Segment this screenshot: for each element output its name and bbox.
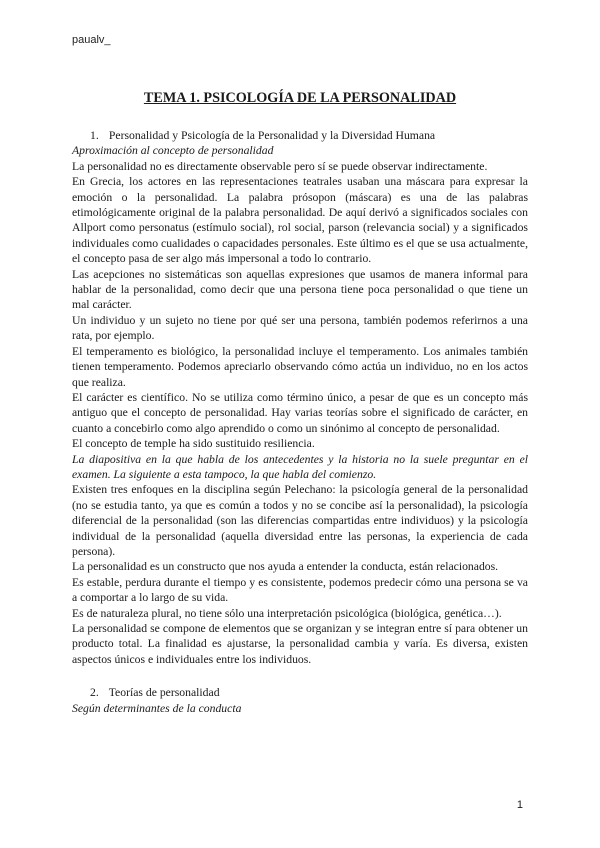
paragraph: Un individuo y un sujeto no tiene por qué ser una persona, también podemos referirnos a una rata, por ejemplo. <box>72 313 528 343</box>
section-1-title: Personalidad y Psicología de la Personalidad y la Diversidad Humana <box>108 129 436 142</box>
paragraph: El carácter es científico. No se utiliza como término único, a pesar de que es un concepto más antiguo que el concepto de personalidad. Hay varias teorías sobre el significado de carácter, en cuanto a concebirlo como algo aprendido o como un sinónimo al concepto de personalidad. <box>72 390 528 435</box>
section-1-subheading: Aproximación al concepto de personalidad <box>72 144 274 158</box>
exam-note: La diapositiva en la que habla de los antecedentes y la historia no la suele preguntar en el examen. La siguiente a esta tampoco, la que habla del comienzo. <box>72 452 528 481</box>
section-2-heading <box>72 685 528 700</box>
paragraph: Es de naturaleza plural, no tiene sólo una interpretación psicológica (biológica, genética…). <box>72 606 502 620</box>
paragraph: En Grecia, los actores en las representaciones teatrales usaban una máscara para expresar la emoción o la personalidad. La palabra prósopon (máscara) es una de las palabras etimológicamente original de la palabra personalidad. De aquí derivó a significados sociales con Allport como personatus (estímulo social), rol social, parson (relevancia social) y a significados individuales como cualidades o capacidades personales. Este último es el que se usa actualmente, el concepto pasa de ser algo más impersonal a todo lo contrario. <box>72 175 528 266</box>
paragraph: Es estable, perdura durante el tiempo y es consistente, podemos predecir cómo una persona se va a comportar a lo largo de su vida. <box>72 575 528 605</box>
page-number: 1 <box>516 799 523 811</box>
document-body <box>72 122 528 716</box>
section-2-subheading: Según determinantes de la conducta <box>72 701 242 715</box>
paragraph: Existen tres enfoques en la disciplina según Pelechano: la psicología general de la personalidad (no se estudia tanto, ya que es común a todos y no se concibe así la personalidad), la psicología diferencial de la personalidad (son las diferencias compartidas entre individuos) y la psicología individual de la personalidad (aquella diversidad entre las personas, la experiencia de cada persona). <box>72 483 528 558</box>
section-2-title: Teorías de personalidad <box>108 686 220 700</box>
section-1-heading <box>72 128 528 143</box>
section-2-number: 2. <box>90 686 99 700</box>
section-1-number: 1. <box>90 129 99 142</box>
paragraph: La personalidad no es directamente observable pero sí se puede observar indirectamente. <box>72 159 488 173</box>
paragraph: El concepto de temple ha sido sustituido resiliencia. <box>72 437 315 451</box>
document-title-text: TEMA 1. PSICOLOGÍA DE LA PERSONALIDAD <box>143 90 457 106</box>
paragraph: El temperamento es biológico, la personalidad incluye el temperamento. Los animales también tienen temperamento. Podemos apreciarlo observando cómo actúa un individuo, no en los actos que realiza. <box>72 344 528 389</box>
document-header-author: paualv_ <box>72 34 111 46</box>
paragraph: La personalidad se compone de elementos que se organizan y se integran entre sí para obtener un producto total. La finalidad es ajustarse, la personalidad cambia y varía. Es diversa, existen aspectos únicos e individuales entre los individuos. <box>72 622 528 666</box>
paragraph: La personalidad es un constructo que nos ayuda a entender la conducta, están relacionados. <box>72 560 499 574</box>
paragraph: Las acepciones no sistemáticas son aquellas expresiones que usamos de manera informal para hablar de la personalidad, como decir que una persona tiene poca personalidad o que tiene un mal carácter. <box>72 267 528 312</box>
document-title <box>0 90 600 107</box>
